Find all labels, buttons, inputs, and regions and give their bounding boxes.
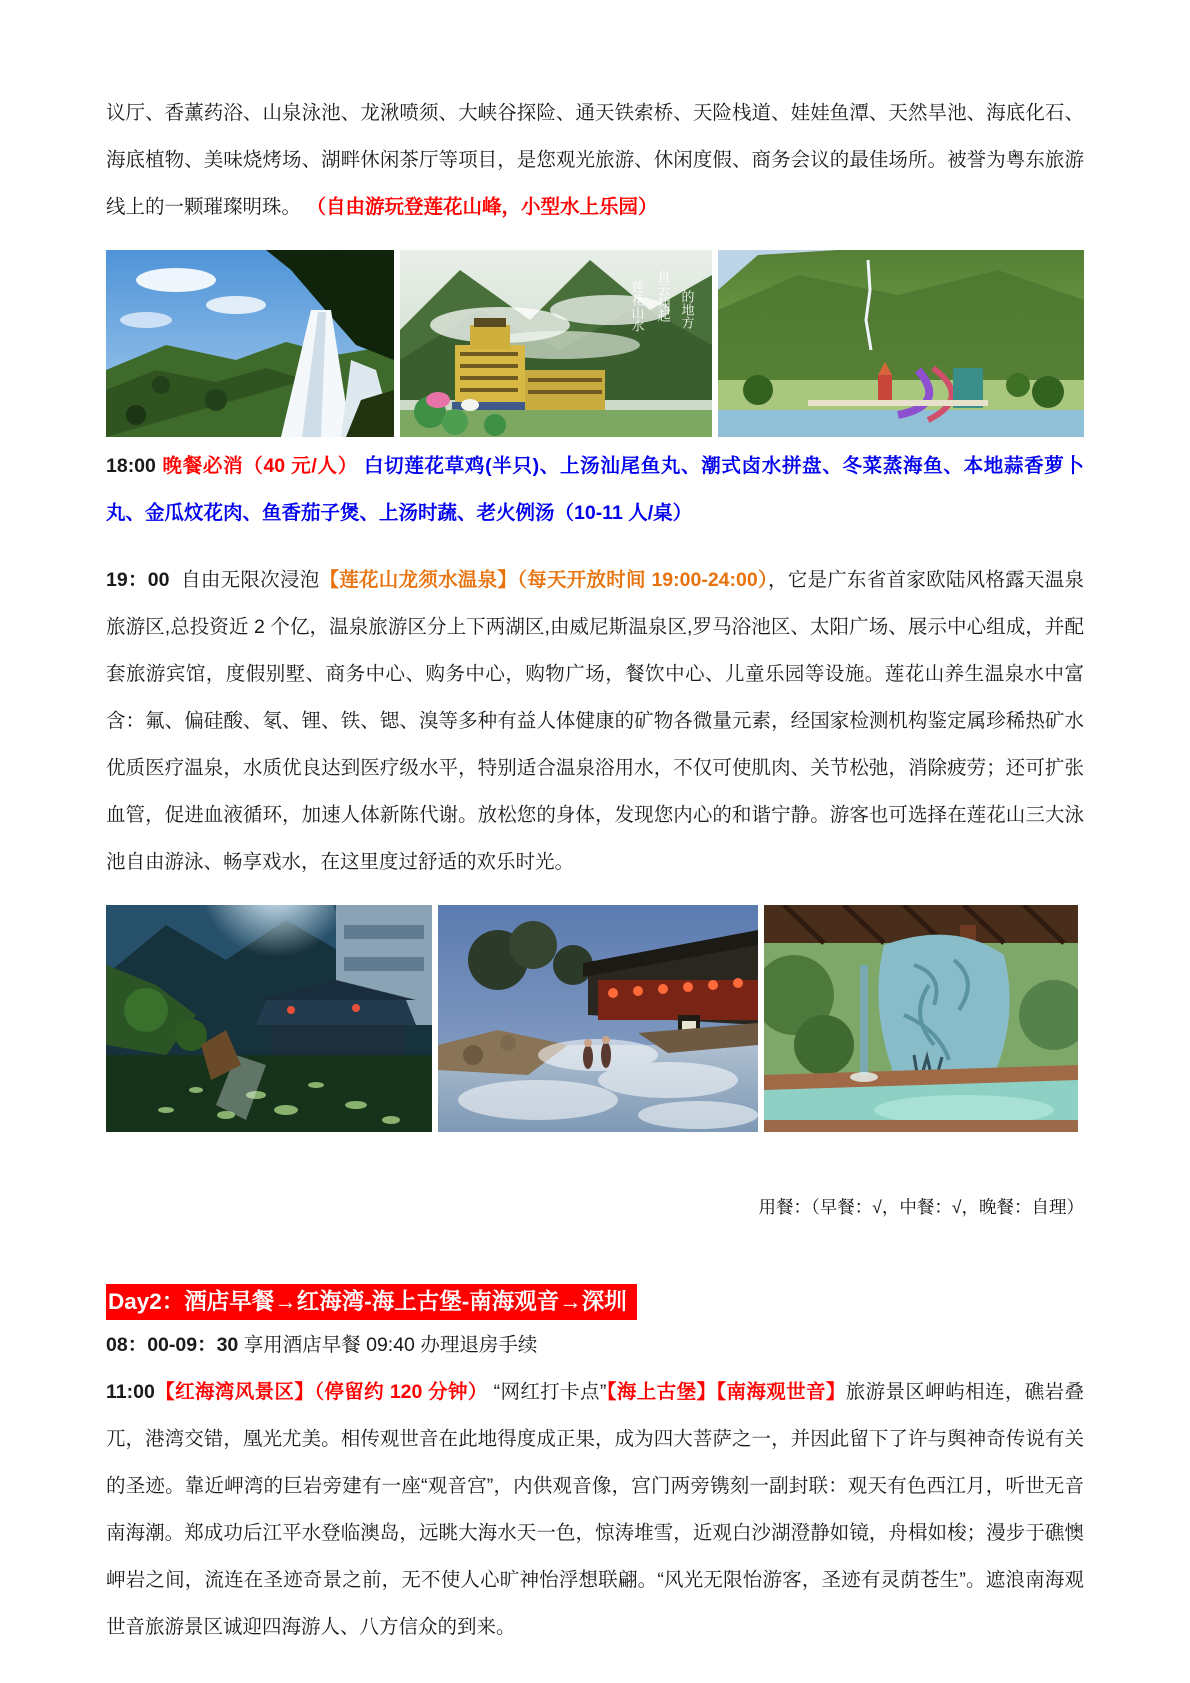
hot-spring-paragraph	[106, 557, 1084, 886]
photo-row-hotspring	[106, 905, 1084, 1132]
intro-text: 议厅、香薰药浴、山泉泳池、龙湫喷须、大峡谷探险、通天铁索桥、天险栈道、娃娃鱼潭、天然旱池、海底化石、海底植物、美味烧烤场、湖畔休闲茶厅等项目，是您观光旅游、休闲度假、商务会议的最佳场所。被誉为粤东旅游线上的一颗璀璨明珠。	[106, 101, 1084, 218]
hotspring-evening-photo	[438, 905, 758, 1132]
pond-pavilion-photo	[106, 905, 432, 1132]
dinner-time: 18:00	[106, 455, 156, 477]
scenic-mid-text: “网红打卡点”	[493, 1380, 607, 1403]
scenic-name-red2: 【海上古堡】【南海观世音】	[606, 1380, 846, 1403]
hot-spring-hours: （每天开放时间 19:00-24:00）	[517, 568, 768, 591]
scenic-name-red1: 【红海湾风景区】（停留约 120 分钟）	[154, 1380, 488, 1403]
breakfast-text: 享用酒店早餐 09:40 办理退房手续	[243, 1333, 538, 1356]
svg-text:的地方: 的地方	[678, 290, 694, 329]
breakfast-line	[106, 1322, 1084, 1369]
water-park-photo	[718, 250, 1084, 437]
carved-wall-pool-photo	[764, 905, 1078, 1132]
waterfall-photo	[106, 250, 394, 437]
dinner-menu: 白切莲花草鸡(半只)、上汤汕尾鱼丸、潮式卤水拼盘、冬菜蒸海鱼、本地蒜香萝卜丸、金瓜炆花肉、鱼香茄子煲、上汤时蔬、老火例汤（10-11 人/桌）	[106, 455, 1084, 524]
itinerary-document	[106, 0, 1084, 1651]
intro-paragraph	[106, 90, 1084, 231]
hot-spring-description: ，它是广东省首家欧陆风格露天温泉旅游区,总投资近 2 个亿，温泉旅游区分上下两湖区,由威尼斯温泉区,罗马浴池区、太阳广场、展示中心组成，并配套旅游宾馆，度假别墅、商务中心、购务中心，购物广场，餐饮中心、儿童乐园等设施。莲花山养生温泉水中富含：氟、偏硅酸、氡、锂、铁、锶、溴等多种有益人体健康的矿物各微量元素，经国家检测机构鉴定属珍稀热矿水优质医疗温泉，水质优良达到医疗级水平，特别适合温泉浴用水，不仅可使肌肉、关节松弛，消除疲劳；还可扩张血管，促进血液循环，加速人体新陈代谢。放松您的身体，发现您内心的和谐宁静。游客也可选择在莲花山三大泳池自由游泳、畅享戏水，在这里度过舒适的欢乐时光。	[106, 568, 1084, 873]
scenic-paragraph	[106, 1369, 1084, 1651]
scenic-description: 旅游景区岬屿相连，礁岩叠兀，港湾交错，凰光尤美。相传观世音在此地得度成正果，成为四大菩萨之一，并因此留下了许与舆神奇传说有关的圣迹。靠近岬湾的巨岩旁建有一座“观音宫”，内供观音像，宫门两旁镌刻一副封联：观天有色西江月，听世无音南海潮。郑成功后江平水登临澳岛，远眺大海水天一色，惊涛堆雪，近观白沙湖澄静如镜，舟楫如梭；漫步于礁懊岬岩之间，流连在圣迹奇景之前，无不使人心旷神怡浮想联翩。“风光无限怡游客，圣迹有灵荫苍生”。遮浪南海观世音旅游景区诚迎四海游人、八方信众的到来。	[106, 1380, 1084, 1638]
meals-note: 用餐：（早餐：√，中餐：√，晚餐：自理）	[758, 1197, 1084, 1217]
day2-banner: Day2：酒店早餐→红海湾-海上古堡-南海观音→深圳	[106, 1284, 637, 1320]
intro-highlight: （自由游玩登莲花山峰，小型水上乐园）	[306, 195, 658, 218]
breakfast-time: 08：00-09：30	[106, 1333, 239, 1356]
dinner-paragraph	[106, 443, 1084, 537]
scenic-time: 11:00	[106, 1380, 155, 1403]
svg-text:自云翔起: 自云翔起	[654, 270, 670, 322]
dinner-notice: 晚餐必消（40 元/人）	[161, 455, 358, 477]
hot-spring-time: 19：00	[106, 568, 170, 591]
hot-spring-name: 【莲花山龙须水温泉】	[319, 568, 518, 591]
hot-spring-lead: 自由无限次浸泡	[181, 568, 320, 591]
resort-hotel-photo	[400, 250, 712, 437]
photo-row-mountain	[106, 250, 1084, 437]
svg-text:莲花山水: 莲花山水	[628, 280, 644, 332]
